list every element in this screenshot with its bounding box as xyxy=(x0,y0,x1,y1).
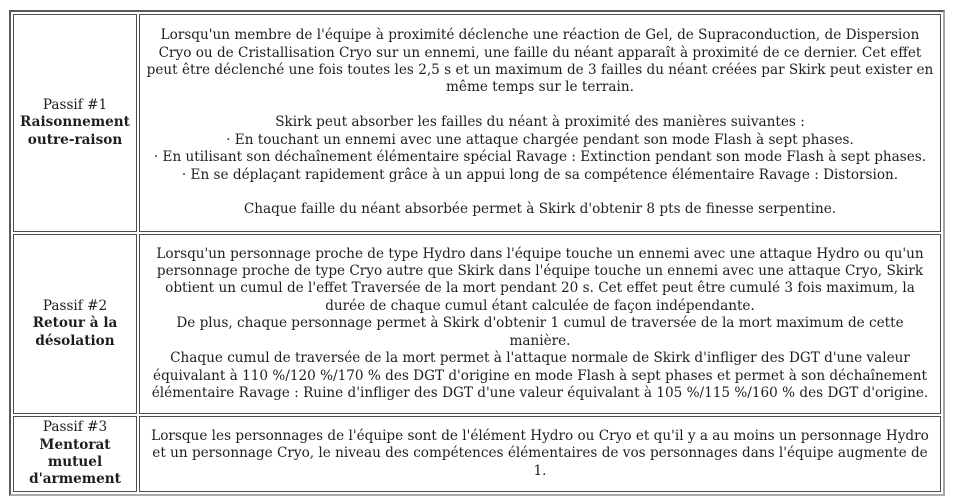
passive-3-label: Passif #3 xyxy=(42,419,108,436)
passive-2-description-cell xyxy=(139,234,941,414)
passives-table xyxy=(9,10,945,496)
description-line: Lorsqu'un personnage proche de type Hydro dans l'équipe touche un ennemi avec une attaque Hydro ou qu'un personnage proche de type Cryo autre que Skirk dans l'équipe touche un ennemi avec une attaque Cryo, Skirk obtient un cumul de l'effet Traversée de la mort pendant 20 s. Cet effet peut être cumulé 3 fois maximum, la durée de chaque cumul étant calculée de façon indépendante. xyxy=(156,245,924,314)
passive-1-title-cell xyxy=(13,14,137,232)
description-line xyxy=(144,97,936,114)
passive-2-description xyxy=(144,246,936,403)
passive-2-row xyxy=(13,234,941,414)
passive-3-description-cell xyxy=(139,416,941,492)
passive-3-row xyxy=(13,416,941,492)
description-line: Skirk peut absorber les failles du néant à proximité des manières suivantes : xyxy=(275,114,805,131)
passive-1-description xyxy=(144,27,936,218)
description-line xyxy=(144,184,936,201)
passive-2-name: Retour à la désolation xyxy=(32,315,118,349)
passive-2-title-cell xyxy=(13,234,137,414)
passive-3-name: Mentorat mutuel d'armement xyxy=(29,436,121,488)
passive-3-title-cell xyxy=(13,416,137,492)
description-line: · En utilisant son déchaînement élémentaire spécial Ravage : Extinction pendant son mode Flash à sept phases. xyxy=(153,149,927,166)
passive-2-label: Passif #2 xyxy=(42,297,108,314)
passive-3-description xyxy=(144,428,936,480)
description-line: Lorsque les personnages de l'équipe sont de l'élément Hydro ou Cryo et qu'il y a au moins un personnage Hydro et un personnage Cryo, le niveau des compétences élémentaires de vos personnages dans l'équipe augmente de 1. xyxy=(151,427,929,479)
passive-1-label: Passif #1 xyxy=(42,96,108,113)
description-line: · En touchant un ennemi avec une attaque chargée pendant son mode Flash à sept phases. xyxy=(226,131,854,148)
description-line: De plus, chaque personnage permet à Skirk d'obtenir 1 cumul de traversée de la mort maximum de cette manière. xyxy=(176,315,904,349)
passive-1-name: Raisonnement outre-raison xyxy=(20,114,130,148)
passive-1-description-cell xyxy=(139,14,941,232)
description-line: Chaque faille du néant absorbée permet à Skirk d'obtenir 8 pts de finesse serpentine. xyxy=(243,201,837,218)
description-line: Lorsqu'un membre de l'équipe à proximité déclenche une réaction de Gel, de Supraconduction, de Dispersion Cryo ou de Cristallisation Cryo sur un ennemi, une faille du néant apparaît à proximité de ce dernier. Cet effet peut être déclenché une fois toutes les 2,5 s et un maximum de 3 failles du néant créées par Skirk peut exister en même temps sur le terrain. xyxy=(146,27,934,96)
description-line: · En se déplaçant rapidement grâce à un appui long de sa compétence élémentaire Ravage : Distorsion. xyxy=(181,166,899,183)
description-line: Chaque cumul de traversée de la mort permet à l'attaque normale de Skirk d'infliger des DGT d'une valeur équivalant à 110 %/120 %/170 % des DGT d'origine en mode Flash à sept phases et permet à son déchaînement élémentaire Ravage : Ruine d'infliger des DGT d'une valeur équivalant à 105 %/115 %/160 % des DGT d'origine. xyxy=(151,350,929,401)
passive-1-row xyxy=(13,14,941,232)
